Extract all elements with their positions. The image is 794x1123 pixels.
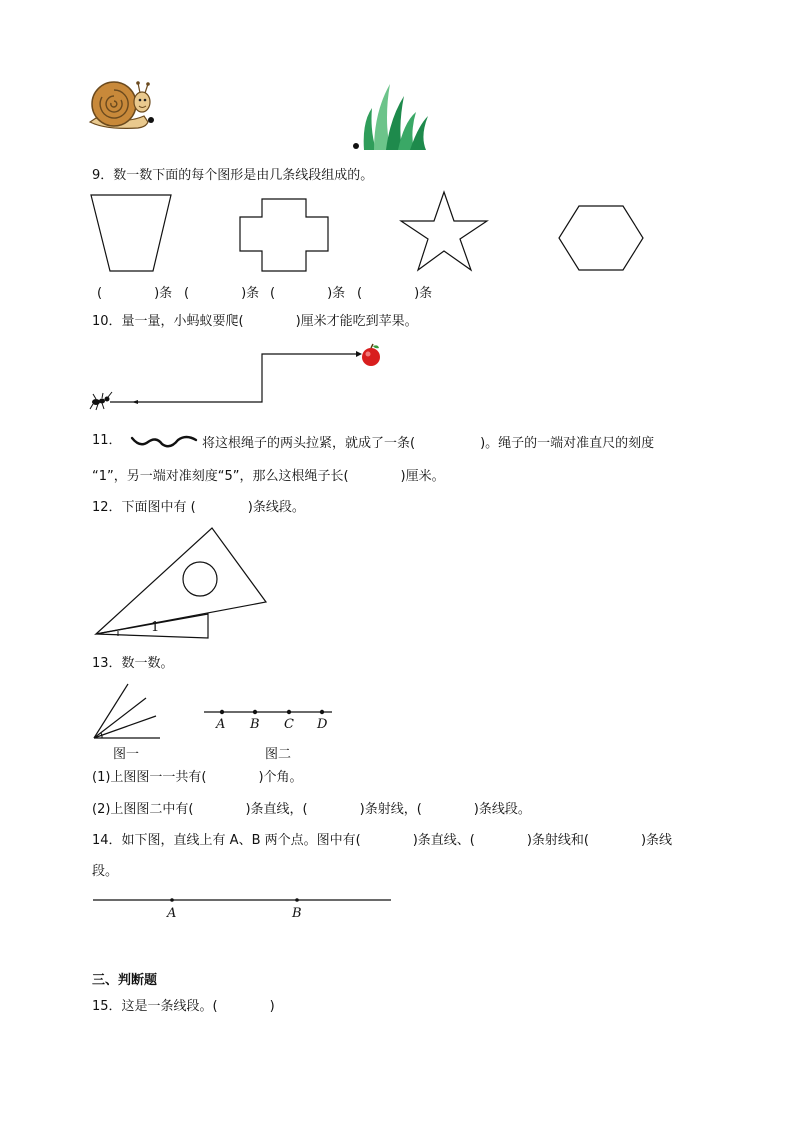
q11-line2: “1”，另一端对准刻度“5”，那么这根绳子长( )厘米。 xyxy=(92,469,445,484)
q13-figure1-angles xyxy=(92,682,164,742)
q14-line-figure xyxy=(93,895,393,905)
grass-point xyxy=(353,143,359,149)
q9-trapezoid-shape xyxy=(90,193,174,275)
grass-illustration xyxy=(360,82,430,152)
q9-answer-2[interactable]: ( )条 xyxy=(184,286,260,301)
q13-point-c: C xyxy=(284,717,294,732)
q9-answer-4[interactable]: ( )条 xyxy=(357,286,433,301)
q13-point-b: B xyxy=(250,717,260,732)
snail-point xyxy=(148,117,154,123)
apple-icon xyxy=(362,344,380,366)
q13-point-d: D xyxy=(317,717,328,732)
q14-point-a: A xyxy=(167,906,177,921)
q12-text: 12．下面图中有 ( )条线段。 xyxy=(92,500,305,515)
q9-text: 9．数一数下面的每个图形是由几条线段组成的。 xyxy=(92,168,374,183)
q14-point-b: B xyxy=(292,906,302,921)
q10-text: 10．量一量，小蚂蚁要爬( )厘米才能吃到苹果。 xyxy=(92,314,418,329)
q10-ant-path-figure xyxy=(90,344,390,414)
q13-sub2: (2)上图图二中有( )条直线，( )条射线，( )条线段。 xyxy=(92,802,531,817)
q13-point-a: A xyxy=(216,717,226,732)
q14-line2: 段。 xyxy=(92,864,119,879)
q15-text: 15．这是一条线段。( ) xyxy=(92,999,275,1014)
q12-triangle-figure xyxy=(94,526,274,640)
q13-figure1-caption: 图一 xyxy=(113,747,140,762)
q9-answer-3[interactable]: ( )条 xyxy=(270,286,346,301)
snail-illustration xyxy=(86,78,166,138)
q9-star-shape xyxy=(399,190,493,274)
q9-hexagon-shape xyxy=(557,204,647,276)
q9-answer-1[interactable]: ( )条 xyxy=(97,286,173,301)
q13-text: 13．数一数。 xyxy=(92,656,174,671)
q14-line1: 14．如下图，直线上有 A、B 两个点。图中有( )条直线、( )条射线和( )条线 xyxy=(92,833,673,848)
q13-sub1: (1)上图图一一共有( )个角。 xyxy=(92,770,303,785)
q13-figure2-caption: 图二 xyxy=(265,747,292,762)
ant-icon xyxy=(90,392,112,410)
q12-angle-label: 1 xyxy=(151,620,160,635)
q11-prefix: 11． xyxy=(92,433,122,448)
section3-heading: 三、判断题 xyxy=(92,973,158,988)
q11-line1: 将这根绳子的两头拉紧，就成了一条( )。绳子的一端对准直尺的刻度 xyxy=(202,436,655,451)
rope-icon xyxy=(130,432,198,450)
q9-cross-shape xyxy=(238,197,330,279)
q13-figure2-line xyxy=(204,707,334,717)
